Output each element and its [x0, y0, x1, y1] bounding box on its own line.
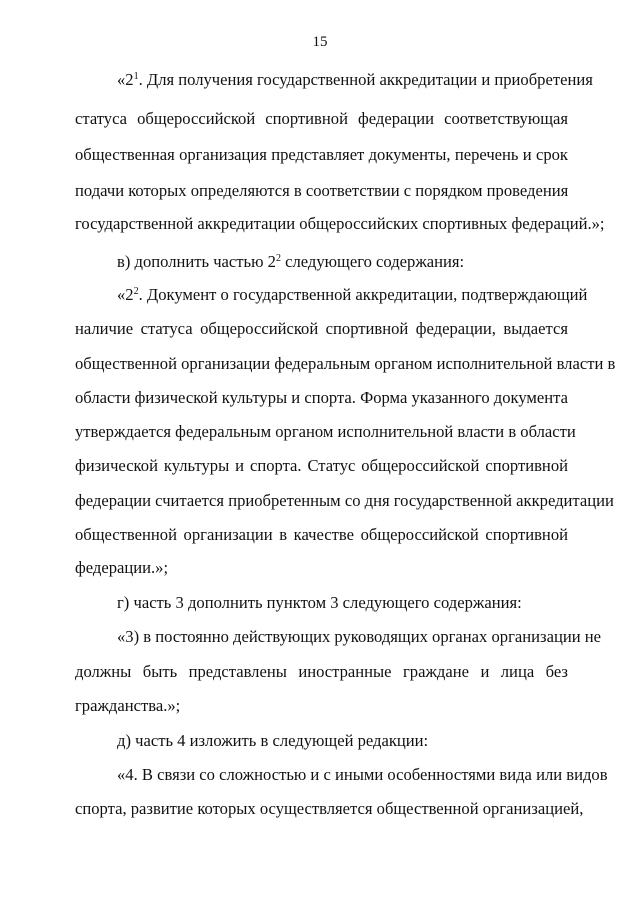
paragraph-line: «4. В связи со сложностью и с иными особенностями вида или видов [117, 765, 608, 784]
paragraph-line: наличие статуса общероссийской спортивной федерации, выдается [75, 319, 568, 338]
paragraph-line: физической культуры и спорта. Статус общероссийской спортивной [75, 456, 568, 475]
paragraph-line: г) часть 3 дополнить пунктом 3 следующего содержания: [117, 593, 522, 612]
paragraph-line: «$2^2$. Документ о государственной аккредитации, подтверждающий [117, 285, 588, 304]
paragraph-line: общественной организации федеральным органом исполнительной власти в [75, 354, 616, 373]
paragraph-line: гражданства.»; [75, 696, 181, 715]
paragraph-line: д) часть 4 изложить в следующей редакции: [117, 731, 429, 750]
paragraph-line: «3) в постоянно действующих руководящих органах организации не [117, 627, 601, 646]
paragraph-line: должны быть представлены иностранные граждане и лица без [75, 662, 568, 681]
paragraph-line: спорта, развитие которых осуществляется общественной организацией, [75, 799, 584, 818]
paragraph-line: федерации.»; [75, 558, 169, 577]
paragraph-line: области физической культуры и спорта. Форма указанного документа [75, 388, 568, 407]
paragraph-line: статуса общероссийской спортивной федерации соответствующая [75, 109, 568, 128]
paragraph-line: общественной организации в качестве общероссийской спортивной [75, 525, 568, 544]
paragraph-line: «$2^1$. Для получения государственной аккредитации и приобретения [117, 70, 593, 89]
paragraph-line: подачи которых определяются в соответствии с порядком проведения [75, 181, 569, 200]
paragraph-line: государственной аккредитации общероссийских спортивных федераций.»; [75, 214, 605, 233]
paragraph-line: в) дополнить частью $2^2$ следующего содержания: [117, 252, 465, 271]
paragraph-line: утверждается федеральным органом исполнительной власти в области [75, 422, 576, 441]
paragraph-line: федерации считается приобретенным со дня государственной аккредитации [75, 491, 614, 510]
page-number: 15 [312, 34, 328, 50]
paragraph-line: общественная организация представляет документы, перечень и срок [75, 145, 568, 164]
